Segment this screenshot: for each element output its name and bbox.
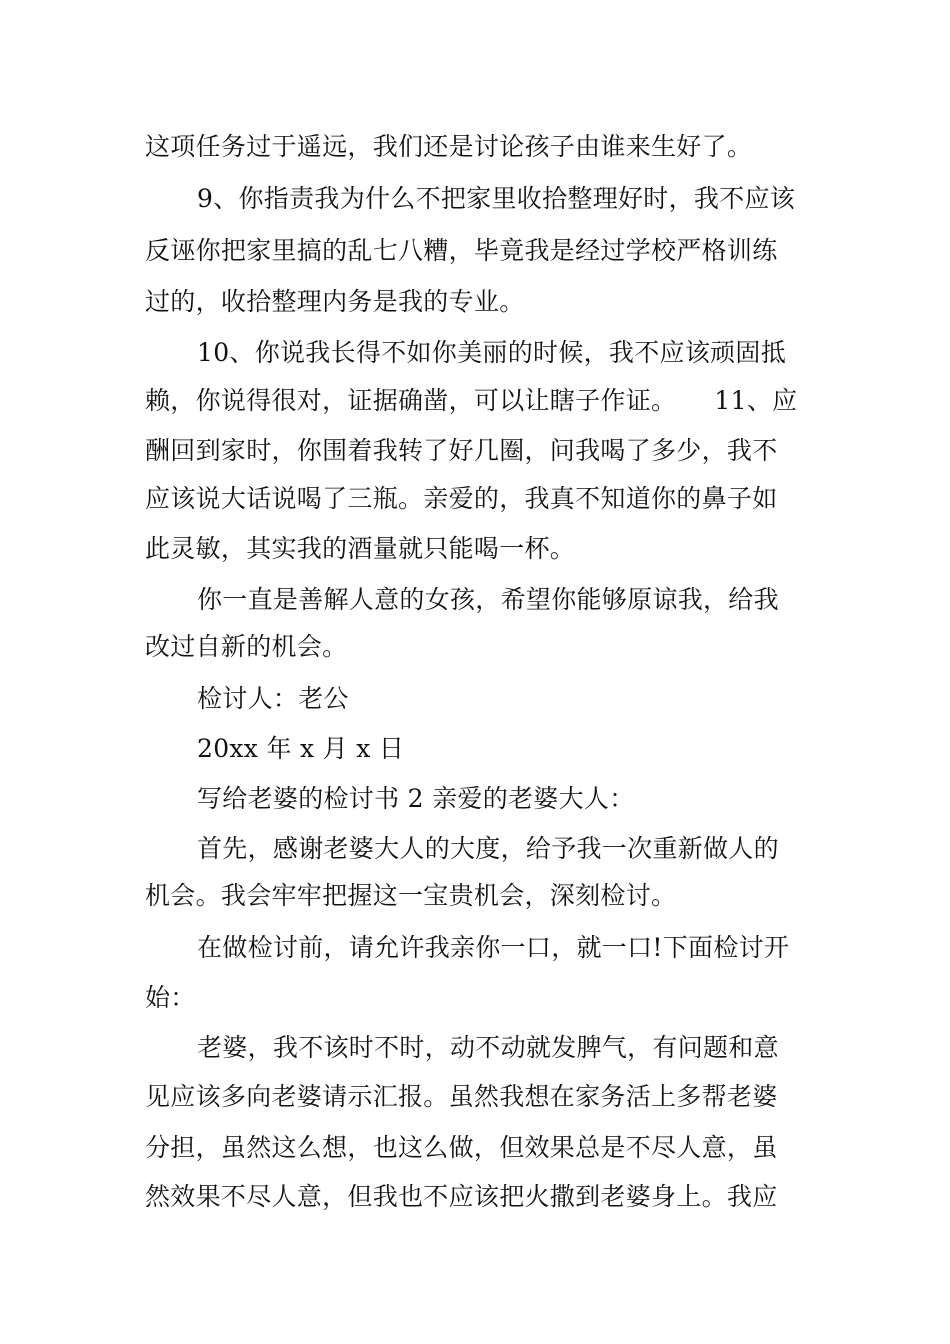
text-line: 分担，虽然这么想，也这么做，但效果总是不尽人意，虽 [145, 1133, 778, 1162]
text-line: 机会。我会牢牢把握这一宝贵机会，深刻检讨。 [145, 881, 677, 910]
text-line: 你一直是善解人意的女孩，希望你能够原谅我，给我 [197, 585, 779, 614]
text-line: 过的，收拾整理内务是我的专业。 [145, 287, 525, 316]
text-line: 此灵敏，其实我的酒量就只能喝一杯。 [145, 534, 576, 563]
text-line: 赖，你说得很对，证据确凿，可以让瞎子作证。 11、应 [145, 386, 798, 415]
text-line: 应该说大话说喝了三瓶。亲爱的，我真不知道你的鼻子如 [145, 484, 778, 513]
text-line: 酬回到家时，你围着我转了好几圈，问我喝了多少，我不 [145, 436, 778, 465]
text-line: 10、你说我长得不如你美丽的时候，我不应该顽固抵 [197, 338, 787, 367]
text-line: 反诬你把家里搞的乱七八糟，毕竟我是经过学校严格训练 [145, 236, 778, 265]
date-line: 20xx 年 x 月 x 日 [197, 734, 405, 763]
text-line: 改过自新的机会。 [145, 632, 348, 661]
text-line: 始： [145, 983, 196, 1012]
text-line: 在做检讨前，请允许我亲你一口，就一口!下面检讨开 [197, 933, 790, 962]
text-line: 然效果不尽人意，但我也不应该把火撒到老婆身上。我应 [145, 1182, 778, 1211]
text-line: 9、你指责我为什么不把家里收拾整理好时，我不应该 [197, 184, 796, 213]
text-line: 首先，感谢老婆大人的大度，给予我一次重新做人的 [197, 834, 779, 863]
section-heading: 写给老婆的检讨书 2 亲爱的老婆大人： [197, 784, 635, 813]
signature-line: 检讨人：老公 [197, 684, 349, 713]
text-line: 见应该多向老婆请示汇报。虽然我想在家务活上多帮老婆 [145, 1082, 778, 1111]
text-line: 这项任务过于遥远，我们还是讨论孩子由谁来生好了。 [145, 132, 753, 161]
text-line: 老婆，我不该时不时，动不动就发脾气，有问题和意 [197, 1033, 779, 1062]
